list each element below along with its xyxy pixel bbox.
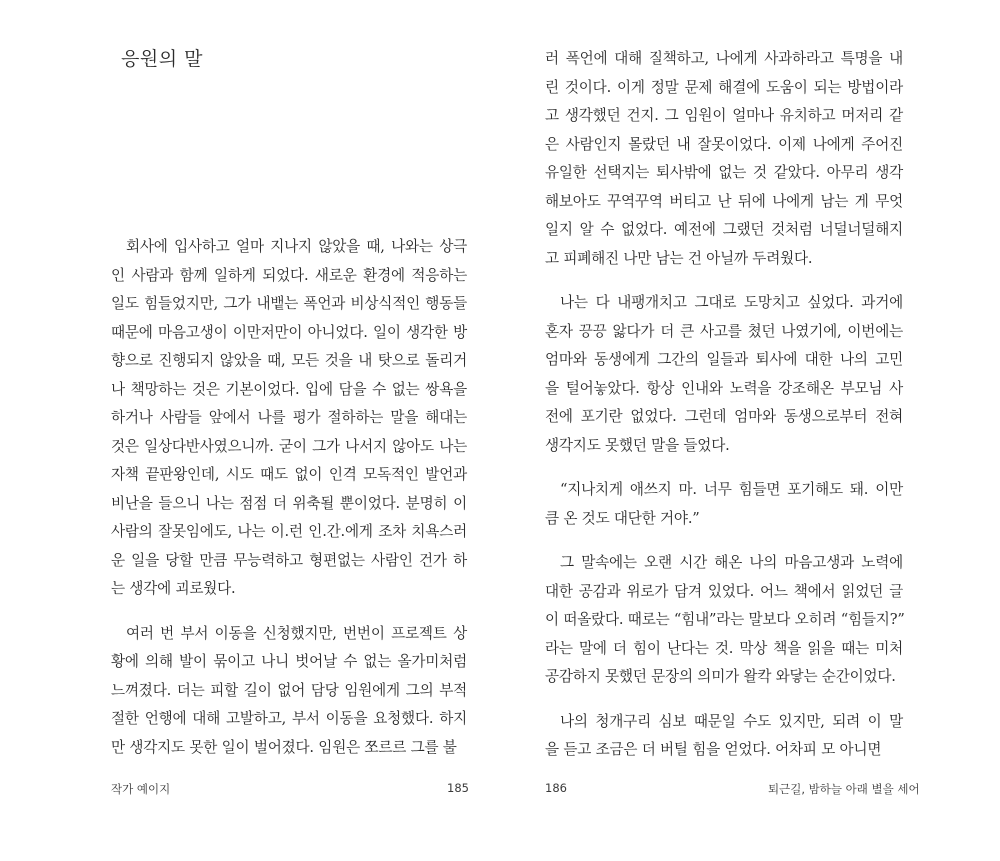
- page-number-left: 185: [447, 781, 469, 795]
- footer-author: 작가 예이지: [111, 782, 171, 796]
- paragraph: [111, 233, 467, 604]
- text-line: 린 것이다. 이게 정말 문제 해결에 도움이 되는 방법이라: [545, 78, 903, 96]
- text-line: 엄마와 동생에게 그간의 일들과 퇴사에 대한 나의 고민: [545, 351, 903, 368]
- text-line: 고 생각했던 건지. 그 임원이 얼마나 유치하고 머저리 같: [545, 107, 903, 124]
- text-line: 나 책망하는 것은 기본이었다. 입에 담을 수 없는 쌍욕을: [111, 380, 467, 398]
- text-line: 일지 알 수 없었다. 예전에 그랬던 것처럼 너덜너덜해지: [545, 221, 903, 238]
- paragraph: [545, 708, 903, 765]
- right-body-text: [545, 45, 903, 781]
- footer-book-title: 퇴근길, 밤하늘 아래 별을 세어: [768, 782, 920, 796]
- text-line: 만 생각지도 못한 일이 벌어졌다. 임원은 쪼르르 그를 불: [111, 738, 457, 756]
- text-line: 운 일을 당할 만큼 무능력하고 형편없는 사람인 건가 하: [111, 551, 467, 569]
- paragraph: [545, 476, 903, 533]
- text-line: “지나치게 애쓰지 마. 너무 힘들면 포기해도 돼. 이만: [560, 481, 903, 498]
- text-line: 공감하지 못했던 문장의 의미가 왈칵 와닿는 순간이었다.: [545, 668, 896, 685]
- text-line: 하거나 사람들 앞에서 나를 평가 절하하는 말을 해대는: [111, 409, 467, 426]
- text-line: 느껴졌다. 더는 피할 길이 없어 담당 임원에게 그의 부적: [111, 681, 467, 699]
- text-line: 러 폭언에 대해 질책하고, 나에게 사과하라고 특명을 내: [545, 50, 903, 67]
- section-title: 응원의 말: [121, 48, 203, 70]
- text-line: 을 듣고 조금은 더 버틸 힘을 얻었다. 어차피 모 아니면: [545, 741, 882, 758]
- text-line: 을 털어놓았다. 항상 인내와 노력을 강조해온 부모님 사: [545, 379, 903, 397]
- text-line: 그 말속에는 오랜 시간 해온 나의 마음고생과 노력에: [560, 554, 903, 571]
- right-page: [500, 0, 1000, 861]
- text-line: 전에 포기란 없었다. 그런데 엄마와 동생으로부터 전혀: [545, 408, 903, 425]
- paragraph: [545, 289, 903, 460]
- text-line: 유일한 선택지는 퇴사밖에 없는 것 같았다. 아무리 생각: [545, 164, 903, 181]
- text-line: 나는 다 내팽개치고 그대로 도망치고 싶었다. 과거에: [560, 294, 903, 311]
- paragraph: [111, 620, 467, 763]
- text-line: 것은 일상다반사였으니까. 굳이 그가 나서지 않아도 나는: [111, 437, 467, 455]
- text-line: 황에 의해 발이 묶이고 나니 벗어날 수 없는 올가미처럼: [111, 653, 467, 670]
- text-line: 고 피폐해진 나만 남는 건 아닐까 두려웠다.: [545, 249, 813, 267]
- text-line: 라는 말에 더 힘이 난다는 것. 막상 책을 읽을 때는 미처: [545, 639, 903, 657]
- text-line: 혼자 끙끙 앓다가 더 큰 사고를 쳤던 나였기에, 이번에는: [545, 322, 903, 340]
- left-body-text: [111, 233, 467, 778]
- text-line: 자책 끝판왕인데, 시도 때도 없이 인격 모독적인 발언과: [111, 466, 467, 483]
- text-line: 큼 온 것도 대단한 거야.”: [545, 509, 700, 527]
- text-line: 여러 번 부서 이동을 신청했지만, 번번이 프로젝트 상: [126, 624, 467, 642]
- paragraph: [545, 45, 903, 273]
- text-line: 향으로 진행되지 않았을 때, 모든 것을 내 탓으로 돌리거: [111, 352, 467, 369]
- text-line: 인 사람과 함께 일하게 되었다. 새로운 환경에 적응하는: [111, 266, 467, 284]
- text-line: 이 떠올랐다. 때로는 “힘내”라는 말보다 오히려 “힘들지?”: [545, 611, 905, 628]
- page-number-right: 186: [545, 781, 567, 795]
- text-line: 생각지도 못했던 말을 들었다.: [545, 436, 730, 454]
- text-line: 절한 언행에 대해 고발하고, 부서 이동을 요청했다. 하지: [111, 710, 467, 727]
- text-line: 나의 청개구리 심보 때문일 수도 있지만, 되려 이 말: [560, 712, 903, 730]
- text-line: 는 생각에 괴로웠다.: [111, 580, 236, 597]
- text-line: 때문에 마음고생이 이만저만이 아니었다. 일이 생각한 방: [111, 323, 467, 341]
- text-line: 비난을 들으니 나는 점점 더 위축될 뿐이었다. 분명히 이: [111, 494, 467, 512]
- paragraph: [545, 549, 903, 692]
- text-line: 해보아도 꾸역꾸역 버티고 난 뒤에 나에게 남는 게 무엇: [545, 192, 903, 210]
- text-line: 은 사람인지 몰랐던 내 잘못이었다. 이제 나에게 주어진: [545, 135, 903, 153]
- text-line: 일도 힘들었지만, 그가 내뱉는 폭언과 비상식적인 행동들: [111, 295, 467, 312]
- text-line: 회사에 입사하고 얼마 지나지 않았을 때, 나와는 상극: [126, 238, 467, 255]
- text-line: 사람의 잘못임에도, 나는 이.런 인.간.에게 조차 치욕스러: [111, 523, 467, 540]
- text-line: 대한 공감과 위로가 담겨 있었다. 어느 책에서 읽었던 글: [545, 582, 903, 600]
